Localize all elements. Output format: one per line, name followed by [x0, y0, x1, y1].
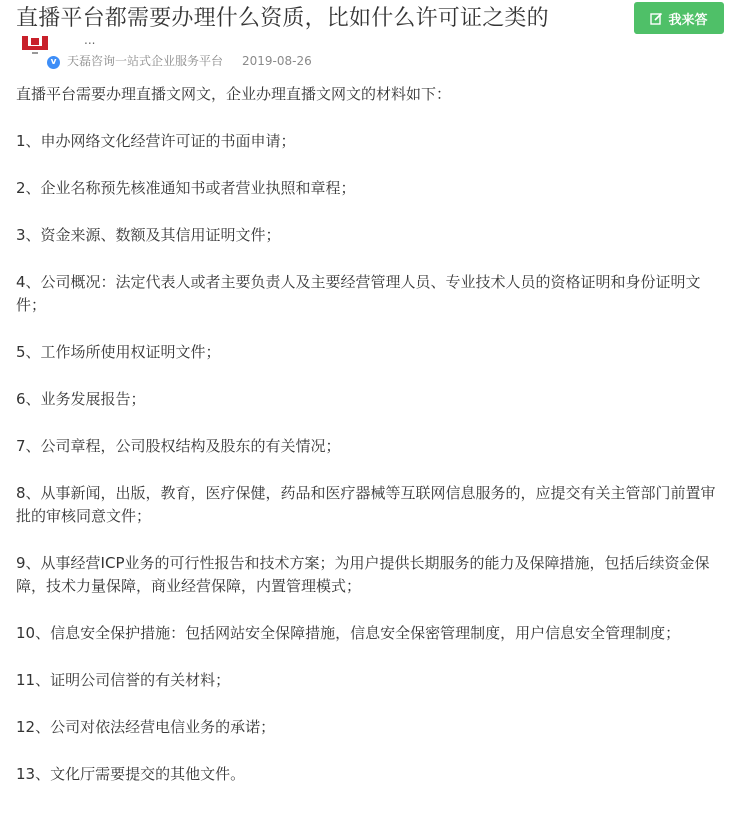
author-ellipsis: ...	[84, 33, 96, 47]
answer-content	[16, 83, 721, 810]
answer-date: 2019-08-26	[242, 54, 312, 68]
answer-paragraph: 12、公司对依法经营电信业务的承诺；	[16, 718, 276, 736]
answer-paragraph: 7、公司章程，公司股权结构及股东的有关情况；	[16, 437, 341, 455]
answer-paragraph: 直播平台需要办理直播文网文，企业办理直播文网文的材料如下：	[16, 85, 452, 103]
edit-icon	[650, 12, 663, 25]
answer-paragraph: 2、企业名称预先核准通知书或者营业执照和章程；	[16, 179, 356, 197]
answer-paragraph: 9、从事经营ICP业务的可行性报告和技术方案；为用户提供长期服务的能力及保障措施，包括后续资金保障，技术力量保障，商业经营保障，内置管理模式；	[16, 554, 710, 595]
answer-paragraph: 11、证明公司信誉的有关材料；	[16, 671, 231, 689]
question-header	[0, 0, 735, 40]
answer-paragraph: 8、从事新闻，出版，教育，医疗保健，药品和医疗器械等互联网信息服务的，应提交有关主管部门前置审批的审核同意文件；	[16, 484, 716, 525]
answer-button[interactable]	[634, 2, 724, 34]
answer-button-label: 我来答	[668, 12, 708, 28]
answer-paragraph: 10、信息安全保护措施：包括网站安全保障措施，信息安全保密管理制度，用户信息安全管理制度；	[16, 624, 681, 642]
verified-badge-icon: v	[46, 55, 61, 70]
answer-paragraph: 3、资金来源、数额及其信用证明文件；	[16, 226, 281, 244]
author-name[interactable]: 天磊咨询一站式企业服务平台	[67, 54, 224, 68]
answer-paragraph: 13、文化厅需要提交的其他文件。	[16, 765, 246, 783]
answer-paragraph: 4、公司概况：法定代表人或者主要负责人及主要经营管理人员、专业技术人员的资格证明和身份证明文件；	[16, 273, 701, 314]
answer-paragraph: 1、申办网络文化经营许可证的书面申请；	[16, 132, 296, 150]
page-title: 直播平台都需要办理什么资质，比如什么许可证之类的	[16, 6, 549, 31]
author-info	[16, 33, 716, 70]
answer-paragraph: 5、工作场所使用权证明文件；	[16, 343, 221, 361]
answer-paragraph: 6、业务发展报告；	[16, 390, 146, 408]
